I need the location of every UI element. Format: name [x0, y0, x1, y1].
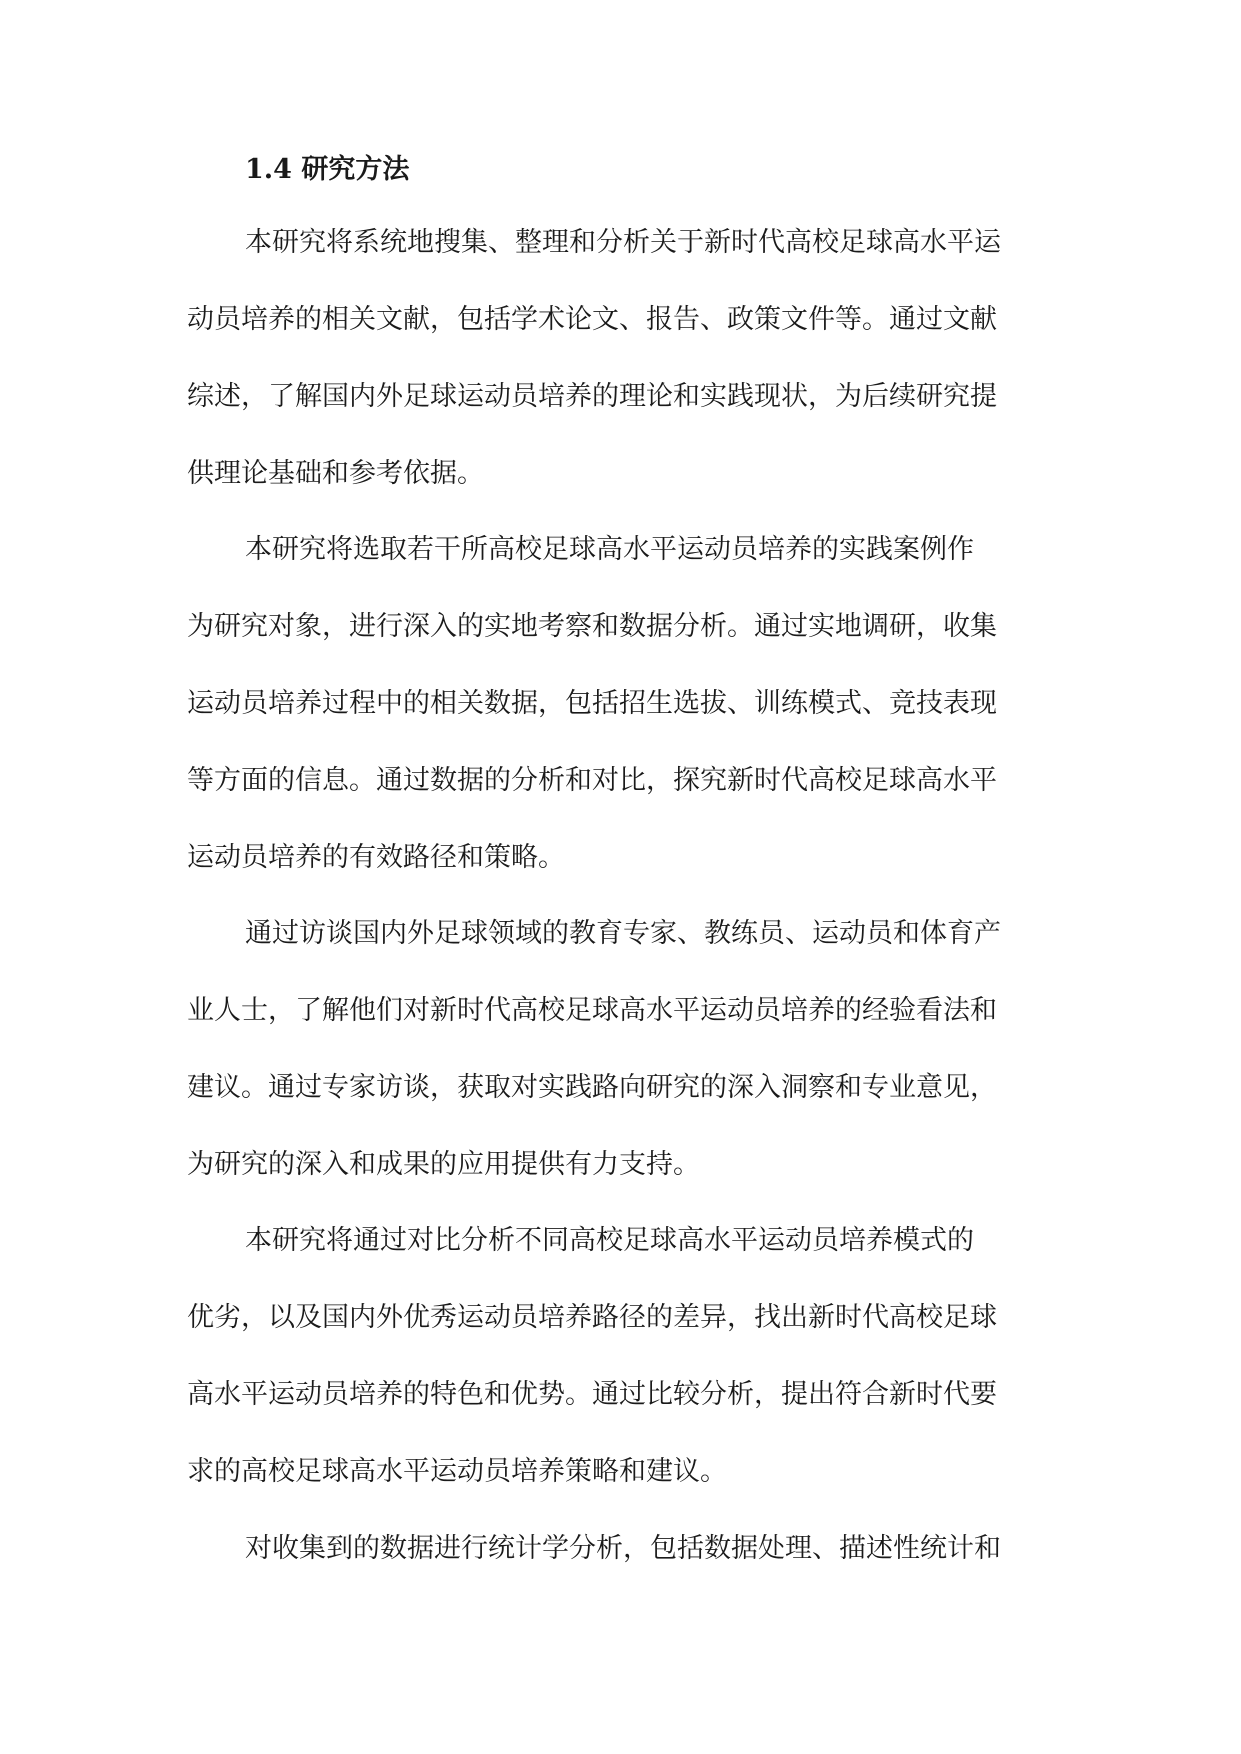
paragraph-3-line-3: 建议。通过专家访谈，获取对实践路向研究的深入洞察和专业意见， [187, 1072, 997, 1103]
paragraph-4-line-1: 本研究将通过对比分析不同高校足球高水平运动员培养模式的 [245, 1225, 974, 1256]
paragraph-2-line-1: 本研究将选取若干所高校足球高水平运动员培养的实践案例作 [245, 534, 974, 565]
paragraph-4-line-3: 高水平运动员培养的特色和优势。通过比较分析，提出符合新时代要 [187, 1379, 997, 1410]
paragraph-1-line-4: 供理论基础和参考依据。 [187, 458, 484, 489]
paragraph-3-line-1: 通过访谈国内外足球领域的教育专家、教练员、运动员和体育产 [245, 918, 1001, 949]
paragraph-1-line-3: 综述，了解国内外足球运动员培养的理论和实践现状，为后续研究提 [187, 381, 997, 412]
paragraph-2-line-3: 运动员培养过程中的相关数据，包括招生选拔、训练模式、竞技表现 [187, 688, 997, 719]
paragraph-4-line-2: 优劣，以及国内外优秀运动员培养路径的差异，找出新时代高校足球 [187, 1302, 997, 1333]
paragraph-5-line-1: 对收集到的数据进行统计学分析，包括数据处理、描述性统计和 [245, 1533, 1001, 1564]
paragraph-2-line-5: 运动员培养的有效路径和策略。 [187, 842, 565, 873]
paragraph-4-line-4: 求的高校足球高水平运动员培养策略和建议。 [187, 1456, 727, 1487]
paragraph-3-line-2: 业人士，了解他们对新时代高校足球高水平运动员培养的经验看法和 [187, 995, 997, 1026]
paragraph-1-line-1: 本研究将系统地搜集、整理和分析关于新时代高校足球高水平运 [245, 227, 1001, 258]
paragraph-2-line-2: 为研究对象，进行深入的实地考察和数据分析。通过实地调研，收集 [187, 611, 997, 642]
paragraph-3-line-4: 为研究的深入和成果的应用提供有力支持。 [187, 1149, 700, 1180]
paragraph-2-line-4: 等方面的信息。通过数据的分析和对比，探究新时代高校足球高水平 [187, 765, 997, 796]
paragraph-1-line-2: 动员培养的相关文献，包括学术论文、报告、政策文件等。通过文献 [187, 304, 997, 335]
section-heading: 1.4 研究方法 [245, 154, 410, 185]
